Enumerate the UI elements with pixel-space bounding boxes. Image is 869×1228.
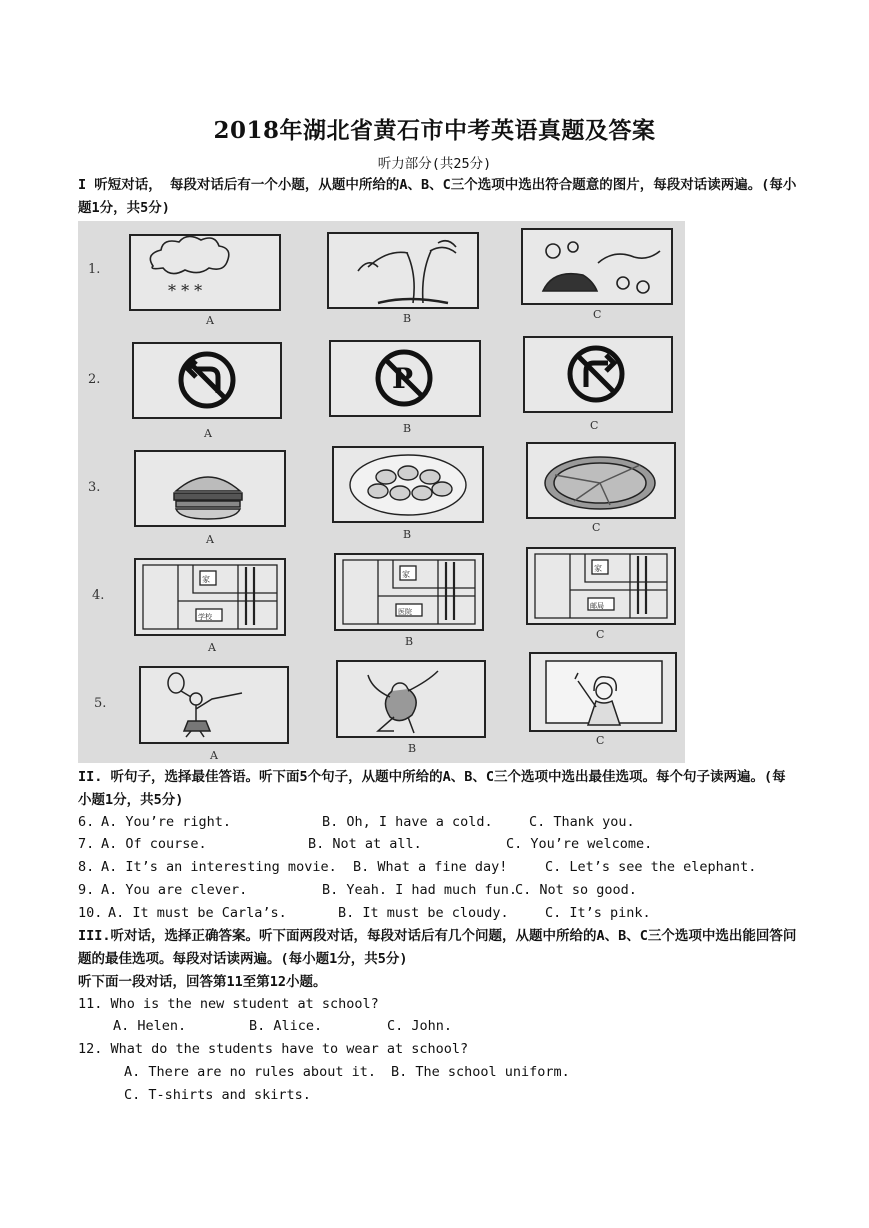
option-label: B [403,528,412,541]
answer-option[interactable]: C. John. [387,1018,453,1034]
option-frame[interactable] [328,233,478,308]
answer-option[interactable]: B. What a fine day! [353,859,508,875]
answer-option[interactable]: C. Let’s see the elephant. [545,859,757,875]
option-label: C [593,308,602,321]
answer-option[interactable]: A. It’s an interesting movie. [101,859,337,875]
teacher-icon [546,661,662,725]
option-frame[interactable] [524,337,672,412]
answer-option[interactable]: A. It must be Carla’s. [108,905,287,921]
option-label: A [206,314,214,327]
row-number: 4. [92,588,105,603]
option-frame[interactable] [522,229,672,304]
option-label: C [596,628,605,641]
map-home-label: 家 [202,575,210,584]
option-frame[interactable] [527,548,675,624]
answer-option[interactable]: B. Yeah. I had much fun. [322,882,518,898]
part3-sub-instruction: 听下面一段对话，回答第11至第12小题。 [78,974,327,990]
svg-text:* * *: * * * [168,281,203,300]
picture-options-figure [78,221,685,763]
option-label: B [403,312,412,325]
row-number: 2. [88,372,101,387]
map-place-label: 学校 [198,613,212,621]
option-frame[interactable] [333,447,483,522]
row-number: 5. [94,696,107,711]
answer-option[interactable]: A. There are no rules about it. [124,1064,376,1080]
row-number: 3. [88,480,101,495]
section-subtitle: 听力部分(共25分) [377,156,492,172]
answer-option[interactable]: C. Thank you. [529,814,635,830]
dumplings-icon [350,455,466,515]
question-number: 6. [78,814,95,830]
option-frame[interactable] [330,341,480,416]
answer-option[interactable]: B. Not at all. [308,836,422,852]
option-label: B [405,635,414,648]
question-number: 7. [78,836,95,852]
option-label: A [208,641,216,654]
question-number: 9. [78,882,95,898]
option-label: A [206,533,214,546]
answer-option[interactable]: B. It must be cloudy. [338,905,509,921]
option-label: A [210,749,218,762]
pizza-icon [545,457,655,509]
question-number: 8. [78,859,95,875]
part3-instruction: III.听对话，选择正确答案。听下面两段对话，每段对话后有几个问题，从题中所给的A、B、C三个选项中选出能回答问题的最佳选项。每段对话读两遍。(每小题1分，共5分) [78,928,797,967]
answer-option[interactable]: B. Oh, I have a cold. [322,814,493,830]
option-frame[interactable] [140,667,288,743]
option-frame[interactable] [133,343,281,418]
option-label: C [596,734,605,747]
answer-option[interactable]: C. It’s pink. [545,905,651,921]
answer-option[interactable]: A. You are clever. [101,882,248,898]
answer-option[interactable]: C. You’re welcome. [506,836,653,852]
option-frame[interactable] [135,559,285,635]
option-frame[interactable] [337,661,485,737]
part1-instruction: I 听短对话， 每段对话后有一个小题，从题中所给的A、B、C三个选项中选出符合题意的图片，每段对话读两遍。(每小题1分，共5分) [78,177,797,216]
question-stem: 11. Who is the new student at school? [78,996,379,1012]
option-label: B [408,742,417,755]
page-title: 2018年湖北省黄石市中考英语真题及答案 [213,117,656,144]
option-frame[interactable] [135,451,285,526]
svg-text:P: P [392,362,414,395]
option-frame[interactable] [530,653,676,731]
option-frame[interactable] [335,554,483,630]
option-label: B [403,422,412,435]
option-label: A [204,427,212,440]
map-home-label: 家 [594,564,602,573]
answer-option[interactable]: C. T-shirts and skirts. [124,1087,311,1103]
row-number: 1. [88,262,101,277]
option-label: C [592,521,601,534]
answer-option[interactable]: B. The school uniform. [391,1064,570,1080]
answer-option[interactable]: C. Not so good. [515,882,637,898]
answer-option[interactable]: A. Helen. [113,1018,187,1034]
part2-instruction: II. 听句子，选择最佳答语。听下面5个句子，从题中所给的A、B、C三个选项中选出最佳选项。每个句子读两遍。(每小题1分，共5分) [78,769,786,808]
option-frame[interactable] [130,235,280,310]
option-frame[interactable] [527,443,675,518]
map-place-label: 医院 [398,608,412,616]
question-stem: 12. What do the students have to wear at school? [78,1041,469,1057]
map-home-label: 家 [402,570,410,579]
answer-option[interactable]: B. Alice. [249,1018,323,1034]
map-place-label: 邮局 [590,602,604,610]
answer-option[interactable]: A. You’re right. [101,814,232,830]
option-label: C [590,419,599,432]
question-number: 10. [78,905,103,921]
answer-option[interactable]: A. Of course. [101,836,207,852]
